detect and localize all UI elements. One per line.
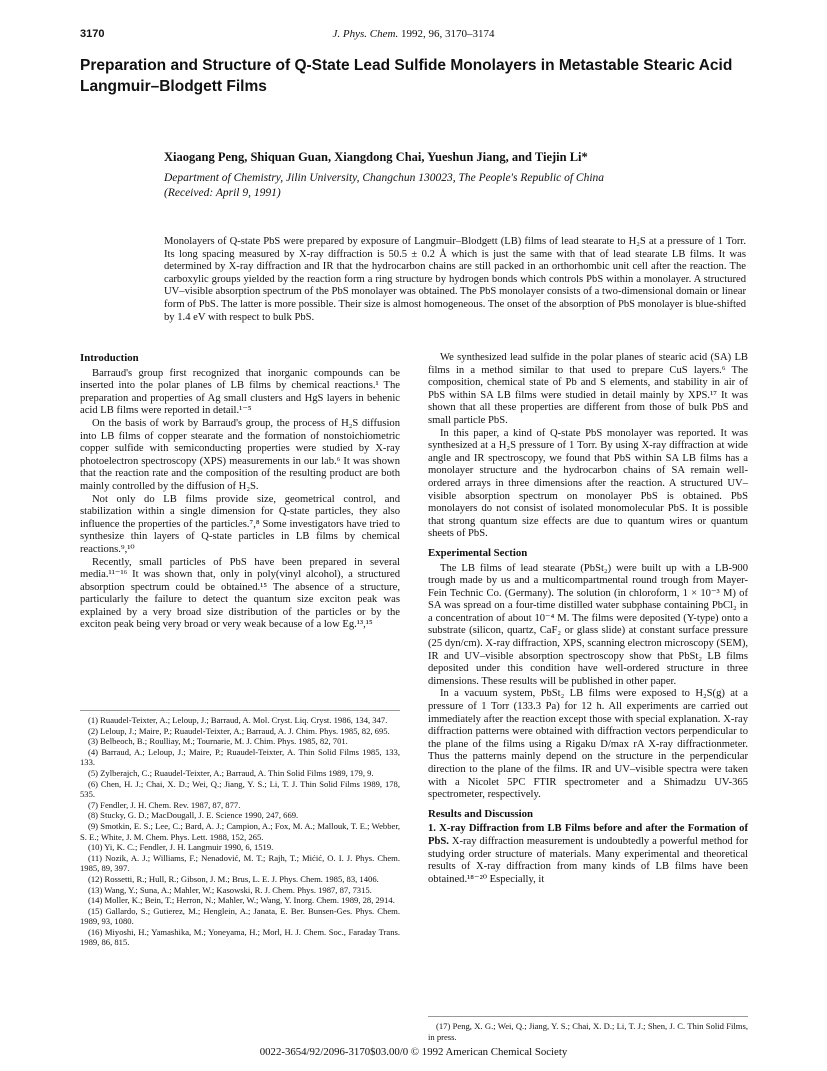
page-number: 3170 bbox=[80, 28, 105, 40]
reference: (17) Peng, X. G.; Wei, Q.; Jiang, Y. S.; Chai, X. D.; Li, T. J.; Shen, J. C. Thin Solid Films, in press. bbox=[428, 1021, 748, 1042]
journal-citation bbox=[80, 28, 747, 40]
paragraph: Barraud's group first recognized that inorganic compounds can be inserted into the polar planes of LB films by chemical reactions.¹ The preparation and properties of Ag small clusters and HgS layers in behenic acid LB films were reported in detail.¹⁻⁵ bbox=[80, 367, 400, 417]
paragraph: On the basis of work by Barraud's group, the process of H₂S diffusion into LB films of copper stearate and the formation of nonstoichiometric copper sulfide with semiconducting properties were studied by X-ray photoelectron spectroscopy (XPS) measurements in our lab.⁶ It was shown that the reaction rate and the composition of the resulting product are both mainly controlled by the diffusion of H₂S. bbox=[80, 417, 400, 492]
reference: (16) Miyoshi, H.; Yamashika, M.; Yoneyama, H.; Morl, H. J. Chem. Soc., Faraday Trans. 1989, 86, 815. bbox=[80, 926, 400, 948]
reference: (4) Barraud, A.; Leloup, J.; Maire, P.; Ruaudel-Teixter, A. Thin Solid Films 1985, 133, 133. bbox=[80, 746, 400, 768]
reference: (10) Yi, K. C.; Fendler, J. H. Langmuir 1990, 6, 1519. bbox=[88, 842, 274, 853]
reference: (6) Chen, H. J.; Chai, X. D.; Wei, Q.; Jiang, Y. S.; Li, T. J. Thin Solid Films 1989, 178, 535. bbox=[80, 778, 400, 800]
paragraph: We synthesized lead sulfide in the polar planes of stearic acid (SA) LB films in a method similar to that used to prepare CuS layers.⁶ The composition, chemical state of Pb and S elements, and stability in air of PbS within SA LB films were studied in detail mainly by XPS.¹⁷ It was shown that all these properties are different from those of bulk PbS and small particle PbS. bbox=[428, 352, 748, 426]
reference: (14) Moller, K.; Bein, T.; Herron, N.; Mahler, W.; Wang, Y. Inorg. Chem. 1989, 28, 2914. bbox=[88, 895, 395, 906]
reference: (11) Nozik, A. J.; Williams, F.; Nenadović, M. T.; Rajh, T.; Mićić, O. I. J. Phys. Chem. 1985, 89, 397. bbox=[80, 852, 400, 874]
paragraph: In a vacuum system, PbSt₂ LB films were exposed to H₂S(g) at a pressure of 1 Torr (133.3 Pa) for 12 h. All experiments are carried out immediately after the reaction except those with special explanation. X-ray diffraction patterns were obtained with diffraction vectors perpendicular to the plane of the films using a Rigaku D/max rA X-ray diffractionmeter. Thus the patterns mainly depend on the structure in the perpendicular direction to the plane of the films. IR and UV–visible spectra were taken with a Nicolet 5PC FTIR spectrometer and a Shimadzu UV-365 spectrometer, respectively. bbox=[428, 688, 748, 801]
reference: (7) Fendler, J. H. Chem. Rev. 1987, 87, 877. bbox=[88, 799, 241, 810]
references-right bbox=[428, 1016, 748, 1042]
right-column bbox=[428, 352, 748, 886]
reference: (9) Smotkin, E. S.; Lee, C.; Bard, A. J.; Campion, A.; Fox, M. A.; Mallouk, T. E.; Webber, S. E.; White, J. M. Chem. Phys. Lett. 1988, 152, 265. bbox=[80, 820, 400, 842]
subsection-heading: 1. X-ray Diffraction from LB Films before and after the Formation of PbS. bbox=[428, 823, 748, 847]
paragraph: In this paper, a kind of Q-state PbS monolayer was reported. It was synthesized at a H₂S pressure of 1 Torr. By using X-ray diffraction at wide angle and IR spectroscopy, we found that PbS within SA LB films has a monolayer structure and the hydrocarbon chains of SA remain well-ordered arrays in three dimensions after the reaction. A structured UV–visible absorption spectrum on monolayer PbS is obtained. PbS monolayers do not consist of isolated monomolecular PbS. It is possible that strong quantum size effects are due to quantum wires or quantum sheets of PbS. bbox=[428, 427, 748, 540]
article-title: Preparation and Structure of Q-State Lead Sulfide Monolayers in Metastable Stearic Acid Langmuir–Blodgett Films bbox=[80, 57, 733, 95]
journal-name: J. Phys. Chem. bbox=[332, 28, 399, 40]
references-left bbox=[80, 710, 400, 948]
section-heading-experimental: Experimental Section bbox=[428, 546, 528, 559]
reference: (15) Gallardo, S.; Gutierez, M.; Henglein, A.; Janata, E. Ber. Bunsen-Ges. Phys. Chem. 1989, 93, 1080. bbox=[80, 905, 400, 927]
page-footer: 0022-3654/92/2096-3170$03.00/0 © 1992 American Chemical Society bbox=[259, 1046, 568, 1058]
abstract: Monolayers of Q-state PbS were prepared by exposure of Langmuir–Blodgett (LB) films of lead stearate to H₂S at a pressure of 1 Torr. Its long spacing measured by X-ray diffraction is 50.5 ± 0.2 Å which is just the same with that of lead stearate LB films. It was determined by X-ray diffraction and IR that the hydrocarbon chains are still packed in an orthorhombic unit cell after the reaction. The carboxylic groups yielded by the reaction form a ring structure by hydrogen bonds which controls PbS within a monolayer. A structured UV–visible absorption spectrum of the PbS monolayer was obtained. The PbS monolayer consists of a two-dimensional domain or linear form of PbS. The latter is more possible. Their size is almost homogeneous. The onset of the absorption of PbS monolayer is blue-shifted by 1.4 eV with respect to bulk PbS. bbox=[164, 236, 746, 323]
reference: (12) Rossetti, R.; Hull, R.; Gibson, J. M.; Brus, L. E. J. Phys. Chem. 1985, 83, 1406. bbox=[88, 873, 379, 884]
affiliation: Department of Chemistry, Jilin University, Changchun 130023, The People's Republic of China bbox=[164, 172, 605, 184]
reference: (2) Leloup, J.; Maire, P.; Ruaudel-Teixter, A.; Barraud, A. J. Chim. Phys. 1985, 82, 695. bbox=[88, 725, 390, 736]
running-header bbox=[80, 28, 747, 44]
paragraph: Not only do LB films provide size, geometrical control, and stabilization within a single dimension for Q-state particles, they also influence the properties of the particles.⁷,⁸ Some investigators have tried to synthesize thin layers of Q-state particles in LB films by chemical reactions.⁹,¹⁰ bbox=[80, 493, 400, 555]
section-heading-introduction: Introduction bbox=[80, 352, 139, 364]
paragraph: The LB films of lead stearate (PbSt₂) were built up with a LB-900 trough made by us and a multicompartmental round trough from Mayer-Fein Technic Co. (Germany). The solution (in chloroform, 1 × 10⁻³ M) of SA was spread on a four-time distilled water subphase containing PbCl₂ in a concentration of about 10⁻⁴ M. The films were deposited (Y-type) onto a substrate (silicon, quartz, CaF₂ or glass slide) at constant surface pressure (25 dyn/cm). X-ray diffraction, XPS, scanning electron microscopy (SEM), IR and UV–visible absorption spectroscopy show that PbSt₂ LB films deposited under this condition have well-ordered structure in three dimensions. These results will be published in other paper. bbox=[428, 562, 748, 687]
journal-volume: 1992, 96, 3170–3174 bbox=[398, 28, 495, 40]
author-list: Xiaogang Peng, Shiquan Guan, Xiangdong Chai, Yueshun Jiang, and Tiejin Li* bbox=[164, 150, 588, 164]
paragraph-text: X-ray diffraction measurement is undoubtedly a powerful method for studying order structure of materials. Many experimental and theoretical results of X-ray diffraction from many kinds of LB films have been obtained.¹⁸⁻²⁰ Especially, it bbox=[428, 835, 748, 885]
reference: (8) Stucky, G. D.; MacDougall, J. E. Science 1990, 247, 669. bbox=[88, 810, 299, 821]
left-column bbox=[80, 352, 400, 632]
paragraph: Recently, small particles of PbS have been prepared in several media.¹¹⁻¹⁶ It was shown that, only in poly(vinyl alcohol), a structured absorption spectrum could be obtained.¹⁵ The absence of a structure, particularly the failure to detect the quantum size exciton peak was explained by a very broad size distribution of the particles or by the exciton peak being very broad or very weak because of a low Eg.¹³,¹⁵ bbox=[80, 556, 400, 631]
affiliation-block bbox=[164, 171, 744, 201]
reference: (3) Belbeoch, B.; Roulliay, M.; Tournarie, M. J. Chim. Phys. 1985, 82, 701. bbox=[88, 736, 348, 747]
received-date: (Received: April 9, 1991) bbox=[164, 187, 281, 199]
reference: (13) Wang, Y.; Suna, A.; Mahler, W.; Kasowski, R. J. Chem. Phys. 1987, 87, 7315. bbox=[88, 884, 372, 895]
reference: (5) Zylberajch, C.; Ruaudel-Teixter, A.; Barraud, A. Thin Solid Films 1989, 179, 9. bbox=[88, 767, 374, 778]
reference: (1) Ruaudel-Teixter, A.; Leloup, J.; Barraud, A. Mol. Cryst. Liq. Cryst. 1986, 134, 347. bbox=[88, 715, 388, 725]
section-heading-results: Results and Discussion bbox=[428, 807, 534, 820]
